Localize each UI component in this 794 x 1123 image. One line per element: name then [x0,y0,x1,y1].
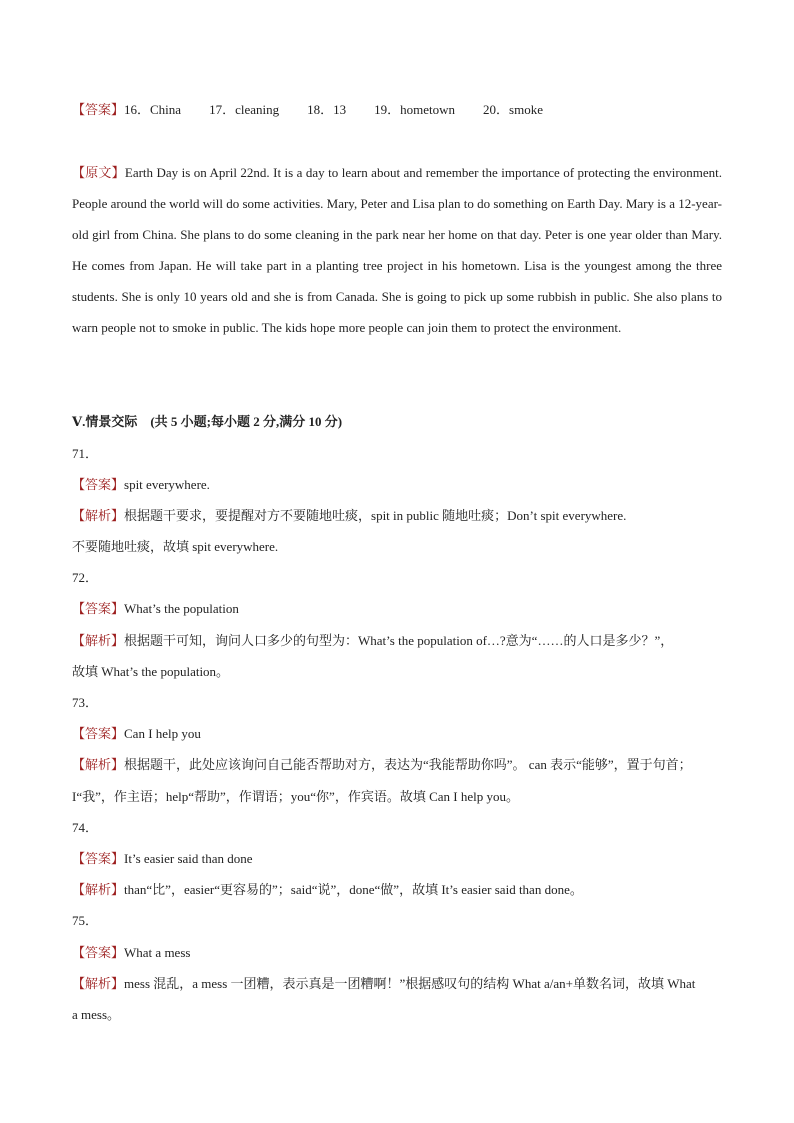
answer-line [72,725,201,743]
analysis-text: 根据题干，此处应该询问自己能否帮助对方，表达为“我能帮助你吗”。 can 表示“能够”，置于句首； [124,757,692,772]
answer-line [72,600,239,618]
transcript-text: Earth Day is on April 22nd. It is a day to learn about and remember the importance of protecting the environment. People around the world will do some activities. Mary, Peter and Lisa plan to do something on Earth Day. Mary is a 12-year-old girl from China. She plans to do some cleaning in the park near her home on that day. Peter is one year older than Mary. He comes from Japan. He will take part in a planting tree project in his hometown. Lisa is the youngest among the three students. She is only 10 years old and she is from Canada. She is going to pick up some rubbish in public. She also plans to warn people not to smoke in public. The kids hope more people can join them to protect the environment. [72,165,722,335]
answer-line [72,476,210,494]
analysis-line [72,632,673,650]
answer-tag: 【答案】 [72,102,125,117]
answer-tag: 【答案】 [72,477,125,492]
section-note: (共 5 小题;每小题 2 分,满分 10 分) [150,414,343,429]
answer-line [72,944,190,962]
answer-line [72,850,253,868]
analysis-tag: 【解析】 [72,633,125,648]
answer-item-16: 16．China [124,102,182,117]
answer-text: What a mess [124,945,191,960]
analysis-continuation: 不要随地吐痰，故填 spit everywhere. [72,539,279,554]
question-number: 71． [72,446,99,461]
analysis-line [72,975,695,993]
question-number: 74． [72,820,99,835]
answers-row [72,101,565,119]
analysis-text: 根据题干可知，询问人口多少的句型为：What’s the population of…?意为“……的人口是多少？”， [124,633,674,648]
answer-item-18: 18．13 [307,102,347,117]
analysis-tag: 【解析】 [72,882,125,897]
question-number: 72． [72,570,99,585]
answer-text: What’s the population [124,601,239,616]
question-number: 75． [72,913,99,928]
question-number: 73． [72,695,99,710]
analysis-tag: 【解析】 [72,976,125,991]
section-heading [72,413,342,431]
section-title: Ⅴ.情景交际 [72,414,138,429]
answer-text: It’s easier said than done [124,851,253,866]
answer-item-20: 20．smoke [483,102,543,117]
answer-tag: 【答案】 [72,601,125,616]
analysis-continuation: I“我”，作主语；help“帮助”，作谓语；you“你”，作宾语。故填 Can I help you。 [72,789,519,804]
analysis-tag: 【解析】 [72,757,125,772]
answer-text: Can I help you [124,726,201,741]
analysis-text: than“比”，easier“更容易的”；said“说”，done“做”，故填 It’s easier said than done。 [124,882,583,897]
analysis-continuation: a mess。 [72,1007,121,1022]
transcript-paragraph [72,157,722,343]
analysis-continuation: 故填 What’s the population。 [72,664,230,679]
answer-text: spit everywhere. [124,477,210,492]
analysis-tag: 【解析】 [72,508,125,523]
analysis-text: 根据题干要求，要提醒对方不要随地吐痰，spit in public 随地吐痰；Don’t spit everywhere. [124,508,627,523]
transcript-tag: 【原文】 [72,165,125,180]
answer-tag: 【答案】 [72,726,125,741]
analysis-line [72,756,692,774]
answer-item-19: 19．hometown [374,102,456,117]
answer-item-17: 17．cleaning [209,102,280,117]
analysis-text: mess 混乱，a mess 一团糟，表示真是一团糟啊！”根据感叹句的结构 What a/an+单数名词，故填 What [124,976,696,991]
analysis-line [72,881,583,899]
answer-tag: 【答案】 [72,851,125,866]
analysis-line [72,507,626,525]
answer-tag: 【答案】 [72,945,125,960]
